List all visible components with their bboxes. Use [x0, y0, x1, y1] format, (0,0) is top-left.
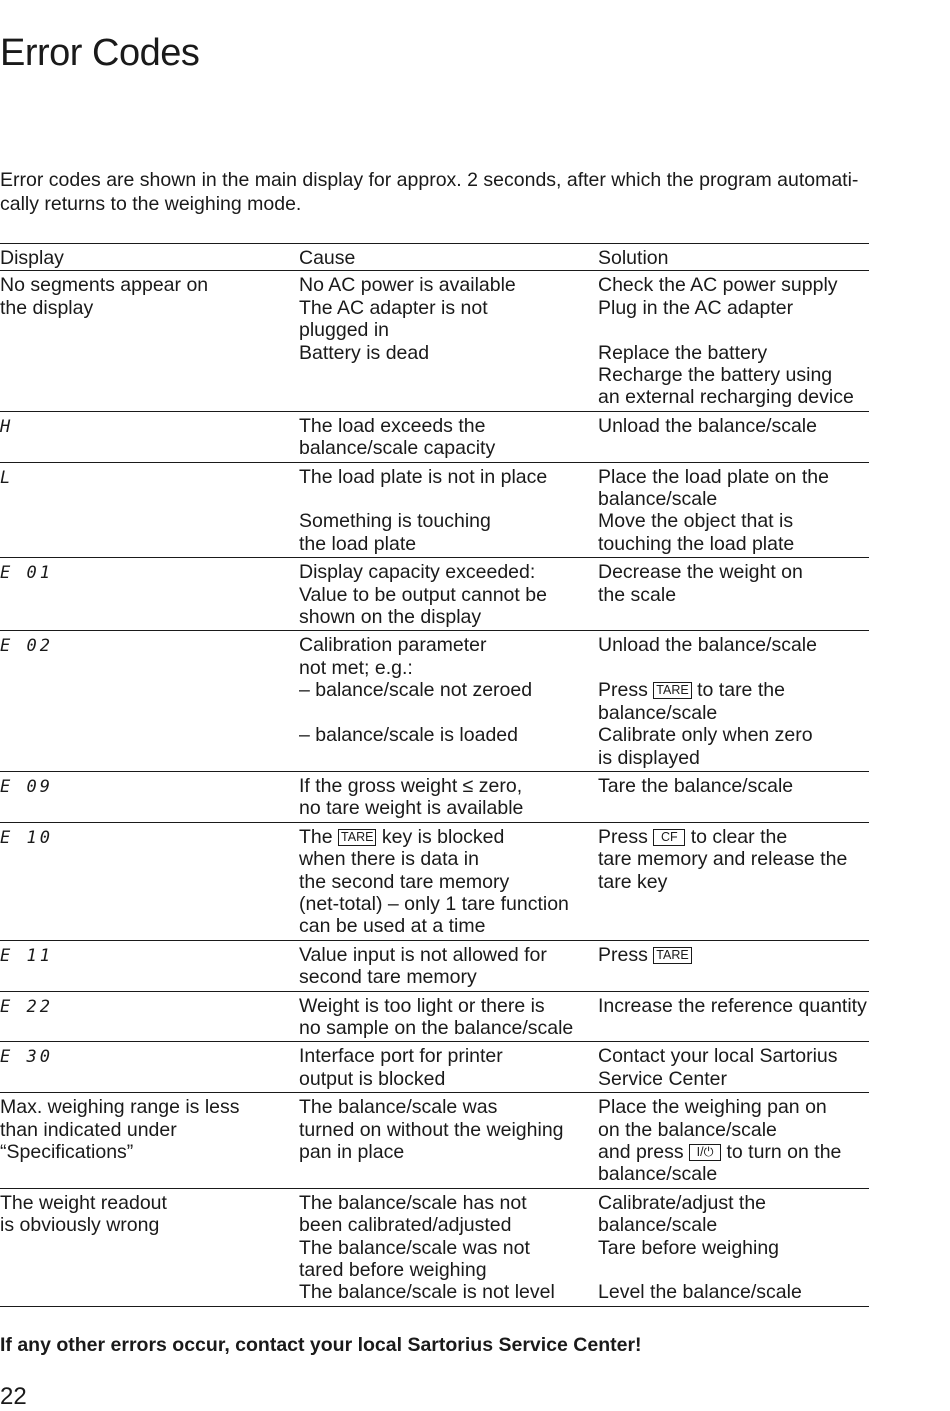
cell-line: Move the object that is	[598, 510, 794, 533]
cell-line: Something is touching	[299, 510, 491, 533]
cell-line: Calibrate/adjust the	[598, 1191, 767, 1214]
header-display: Display	[0, 247, 64, 269]
cell-line: Value input is not allowed for	[299, 943, 547, 966]
cause-cell	[299, 274, 598, 408]
cell-line: no sample on the balance/scale	[299, 1016, 574, 1039]
cause-cell	[299, 775, 598, 820]
cell-line: Unload the balance/scale	[598, 414, 817, 437]
cell-line: Unload the balance/scale	[598, 634, 817, 657]
cell-line: the scale	[598, 583, 677, 606]
cell-line: shown on the display	[299, 606, 482, 629]
cell-line: Weight is too light or there is	[299, 994, 545, 1017]
power-key-icon: I/⏻	[689, 1144, 721, 1161]
cell-line: tare key	[598, 870, 668, 893]
cell-text: Press	[598, 943, 648, 966]
display-cell	[0, 995, 299, 1040]
cell-line: The weight readout	[0, 1191, 167, 1214]
display-cell	[0, 1045, 299, 1090]
cell-line: is obviously wrong	[0, 1214, 160, 1237]
intro-line: cally returns to the weighing mode.	[0, 193, 302, 215]
cell-line: (net-total) – only 1 tare function	[299, 892, 569, 915]
cell-line: Replace the battery	[598, 341, 768, 364]
cell-line: Interface port for printer	[299, 1045, 503, 1068]
cell-line: the load plate	[299, 532, 417, 555]
cell-line: plugged in	[299, 319, 389, 342]
cell-line: Service Center	[598, 1067, 727, 1090]
error-code: E 22	[0, 996, 53, 1017]
cell-line: Check the AC power supply	[598, 274, 838, 297]
cell-line: The balance/scale was	[299, 1096, 498, 1119]
display-cell	[0, 634, 299, 768]
table-row	[0, 631, 869, 771]
cell-line	[598, 657, 869, 679]
display-cell	[0, 466, 299, 556]
cell-line: the display	[0, 296, 94, 319]
cell-line	[598, 1141, 869, 1163]
table-row	[0, 1042, 869, 1093]
error-code: E 30	[0, 1047, 53, 1068]
cell-line: second tare memory	[299, 966, 477, 989]
error-code: E 01	[0, 563, 53, 584]
cell-line	[598, 679, 869, 701]
cause-cell	[299, 561, 598, 628]
display-cell	[0, 274, 299, 408]
table-row	[0, 992, 869, 1043]
cause-cell	[299, 826, 598, 938]
cause-cell	[299, 944, 598, 989]
table-row	[0, 558, 869, 631]
header-solution: Solution	[598, 247, 669, 269]
display-cell	[0, 415, 299, 460]
cell-line	[598, 944, 869, 966]
error-codes-table	[0, 243, 869, 1307]
cell-line: No segments appear on	[0, 274, 209, 297]
cell-text: key is blocked	[381, 825, 505, 848]
cell-line: The load exceeds the	[299, 414, 486, 437]
cell-line: balance/scale	[598, 1163, 718, 1186]
cell-line: The balance/scale is not level	[299, 1281, 555, 1304]
cell-line: than indicated under	[0, 1118, 177, 1141]
display-cell	[0, 1096, 299, 1186]
display-cell	[0, 826, 299, 938]
solution-cell	[598, 466, 869, 556]
footer-note: If any other errors occur, contact your local Sartorius Service Center!	[0, 1334, 642, 1356]
page-number: 22	[0, 1383, 27, 1410]
cell-line: No AC power is available	[299, 274, 516, 297]
display-cell	[0, 1192, 299, 1304]
table-row	[0, 941, 869, 992]
cell-line: “Specifications”	[0, 1141, 134, 1163]
table-row	[0, 772, 869, 823]
table-row	[0, 271, 869, 411]
cell-text: to turn on the	[726, 1141, 842, 1163]
error-code: E 02	[0, 636, 53, 657]
cell-text: Press	[598, 825, 648, 848]
tare-key-icon: TARE	[653, 682, 691, 699]
cause-cell	[299, 1192, 598, 1304]
solution-cell	[598, 1045, 869, 1090]
cell-line: The AC adapter is not	[299, 296, 488, 319]
cell-line: can be used at a time	[299, 915, 486, 938]
tare-key-icon: TARE	[338, 829, 376, 846]
cell-line	[299, 488, 598, 510]
error-code: E 11	[0, 945, 53, 966]
tare-key-icon: TARE	[653, 947, 691, 964]
cell-line: Decrease the weight on	[598, 561, 803, 584]
cell-line: If the gross weight ≤ zero,	[299, 774, 523, 797]
cell-line: not met; e.g.:	[299, 656, 413, 679]
cell-line: on the balance/scale	[598, 1118, 777, 1141]
cell-line: tare memory and release the	[598, 848, 848, 871]
cell-line: Calibrate only when zero	[598, 724, 813, 747]
cell-line: Place the load plate on the	[598, 465, 829, 488]
solution-cell	[598, 826, 869, 938]
cell-line	[598, 826, 869, 848]
table-header-row	[0, 244, 869, 271]
cell-line: – balance/scale is loaded	[299, 724, 518, 747]
cell-line: Contact your local Sartorius	[598, 1045, 838, 1068]
cause-cell	[299, 995, 598, 1040]
cause-cell	[299, 634, 598, 768]
cell-line: Increase the reference quantity	[598, 994, 867, 1017]
cell-line: The load plate is not in place	[299, 465, 548, 488]
error-code: H	[0, 416, 14, 437]
table-row	[0, 1093, 869, 1189]
cell-line: tared before weighing	[299, 1259, 487, 1282]
cell-line: balance/scale	[598, 488, 718, 511]
cell-line: output is blocked	[299, 1067, 446, 1090]
cell-line: Recharge the battery using	[598, 364, 833, 387]
display-cell	[0, 561, 299, 628]
cell-line: Tare before weighing	[598, 1236, 780, 1259]
error-code: E 10	[0, 827, 53, 848]
cell-line	[598, 1259, 869, 1281]
cause-cell	[299, 1045, 598, 1090]
cell-line: Plug in the AC adapter	[598, 296, 794, 319]
cell-line: pan in place	[299, 1141, 405, 1163]
solution-cell	[598, 1096, 869, 1186]
cell-line: touching the load plate	[598, 532, 795, 555]
cell-text: Press	[598, 679, 648, 702]
cell-line: Battery is dead	[299, 341, 430, 364]
cell-line	[299, 826, 598, 848]
cf-key-icon: CF	[653, 829, 685, 846]
table-row	[0, 823, 869, 941]
cell-line: balance/scale	[598, 1214, 718, 1237]
cell-line: when there is data in	[299, 848, 479, 871]
cell-line: an external recharging device	[598, 386, 854, 409]
cell-line: Tare the balance/scale	[598, 774, 794, 797]
header-cause: Cause	[299, 247, 356, 269]
cell-line: The balance/scale was not	[299, 1236, 530, 1259]
solution-cell	[598, 274, 869, 408]
cell-line: is displayed	[598, 746, 700, 769]
table-row	[0, 463, 869, 559]
cell-line: – balance/scale not zeroed	[299, 679, 533, 702]
display-cell	[0, 944, 299, 989]
cell-line: the second tare memory	[299, 870, 510, 893]
solution-cell	[598, 415, 869, 460]
cell-line	[299, 702, 598, 724]
table-row	[0, 412, 869, 463]
error-code: L	[0, 467, 14, 488]
intro-line: Error codes are shown in the main display for approx. 2 seconds, after which the program automati-	[0, 169, 859, 191]
cell-line: Calibration parameter	[299, 634, 487, 657]
solution-cell	[598, 561, 869, 628]
cause-cell	[299, 1096, 598, 1186]
cell-line: Max. weighing range is less	[0, 1096, 240, 1119]
error-code: E 09	[0, 776, 53, 797]
cell-text: and press	[598, 1141, 684, 1163]
cell-line: Display capacity exceeded:	[299, 561, 536, 584]
solution-cell	[598, 1192, 869, 1304]
cell-line	[598, 319, 869, 341]
solution-cell	[598, 634, 869, 768]
cell-line: Level the balance/scale	[598, 1281, 802, 1304]
cell-line: turned on without the weighing	[299, 1118, 564, 1141]
cell-line: been calibrated/adjusted	[299, 1214, 512, 1237]
cell-text: to tare the	[697, 679, 785, 702]
cell-line: The balance/scale has not	[299, 1191, 527, 1214]
solution-cell	[598, 944, 869, 989]
cell-line: balance/scale	[598, 701, 718, 724]
intro-paragraph	[0, 168, 870, 216]
cause-cell	[299, 466, 598, 556]
cell-text: to clear the	[690, 825, 788, 848]
display-cell	[0, 775, 299, 820]
page-title: Error Codes	[0, 32, 200, 74]
cell-line: Place the weighing pan on	[598, 1096, 827, 1119]
solution-cell	[598, 775, 869, 820]
solution-cell	[598, 995, 869, 1040]
cause-cell	[299, 415, 598, 460]
cell-text: The	[299, 825, 333, 848]
table-row	[0, 1189, 869, 1307]
cell-line: no tare weight is available	[299, 797, 524, 820]
cell-line: Value to be output cannot be	[299, 583, 547, 606]
cell-line: balance/scale capacity	[299, 437, 496, 460]
